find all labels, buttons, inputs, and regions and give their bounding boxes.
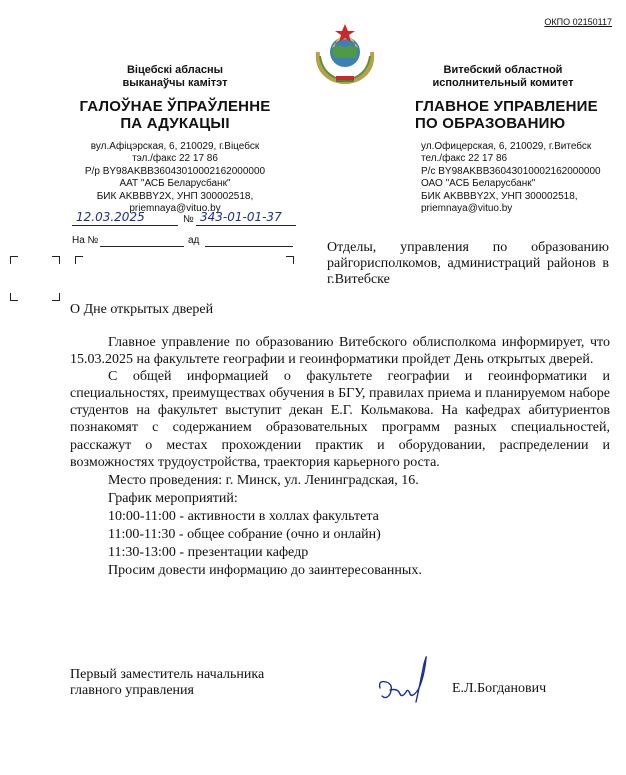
corner-mark [10, 293, 18, 301]
schedule-item: 10:00-11:00 - активности в холлах факультета [108, 508, 379, 524]
org-name-line2: выканаўчы камітэт [122, 77, 228, 89]
state-emblem-icon [312, 22, 378, 84]
registration-number: 343-01-01-37 [200, 210, 282, 224]
org-title-line1: ГАЛОЎНАЕ ЎПРАЎЛЕННЕ [79, 98, 271, 115]
bank-codes: БИК AKBBBY2X, УНП 300002518, [421, 190, 578, 202]
number-sign: № [183, 214, 194, 225]
corner-mark [75, 256, 83, 264]
email: priemnaya@vituo.by [129, 203, 221, 215]
letter-subject: О Дне открытых дверей [70, 302, 214, 317]
phone: тэл./факс 22 17 86 [132, 153, 218, 165]
handwritten-signature-icon [372, 650, 434, 710]
signatory-name: Е.Л.Богданович [452, 681, 547, 696]
ref-number-line [100, 246, 184, 247]
paragraph: Главное управление по образованию Витебского облисполкома информирует, что 15.03.2025 на факультете географии и геоинформатики пройдет День открытых дверей. [70, 335, 610, 368]
ref-number-label: На № [72, 235, 99, 246]
schedule-item: 11:00-11:30 - общее собрание (очно и онлайн) [108, 527, 381, 543]
corner-mark [52, 256, 60, 264]
corner-mark [52, 293, 60, 301]
org-title-line2: ПО ОБРАЗОВАНИЮ [415, 115, 566, 132]
bank-name: ОАО "АСБ Беларусбанк" [421, 178, 536, 190]
letter-body [70, 334, 610, 579]
number-line [196, 225, 296, 226]
header-left [65, 64, 285, 215]
paragraph: Место проведения: г. Минск, ул. Ленинградская, 16. [108, 472, 419, 488]
bank-name: ААТ "АСБ Беларусбанк" [119, 178, 231, 190]
corner-mark [286, 256, 294, 264]
org-title-line2: ПА АДУКАЦЫІ [120, 115, 230, 132]
ref-date-line [205, 246, 293, 247]
phone: тел./факс 22 17 86 [421, 153, 508, 165]
paragraph: С общей информацией о факультете географии и геоинформатики и специальностях, преимуществах обучения в БГУ, правилах приема и планируемом наборе студентов на факультет выступит декан Е.Г. Кольмакова. На кафедрах абитуриентов познакомят с содержанием образовательных программ разных специальностей, расскажут о местах прохождении практик и оборудовании, распределении и возможностях трудоустройства, траектория карьерного роста. [70, 369, 610, 470]
closing-line: Просим довести информацию до заинтересованных. [108, 563, 422, 579]
schedule-item: 11:30-13:00 - презентации кафедр [108, 545, 309, 561]
date-line [72, 225, 178, 226]
okpo-code: ОКПО 02150117 [544, 17, 612, 27]
ref-date-label: ад [188, 235, 200, 246]
bank-account: Р/р BY98AKBB36043010002162000000 [84, 165, 266, 177]
corner-mark [10, 256, 18, 264]
org-title-line1: ГЛАВНОЕ УПРАВЛЕНИЕ [415, 98, 598, 115]
org-name-line1: Витебский областной [443, 64, 563, 76]
signatory-title-line2: главного управления [70, 683, 194, 698]
address: вул.Афіцэрская, 6, 210029, г.Віцебск [90, 141, 260, 152]
org-name-line1: Віцебскі абласны [126, 64, 224, 76]
signatory-title [70, 667, 264, 699]
address: ул.Офицерская, 6, 210029, г.Витебск [421, 141, 592, 152]
paragraph: График мероприятий: [108, 490, 238, 506]
email: priemnaya@vituo.by [421, 203, 513, 215]
org-contacts [403, 141, 603, 215]
addressee: Отделы, управления по образованию райгорисполкомов, администраций районов в г.Витебске [327, 240, 609, 287]
header-right [403, 64, 603, 215]
registration-date: 12.03.2025 [76, 210, 145, 224]
org-contacts [65, 141, 285, 215]
org-name-line2: исполнительный комитет [432, 77, 574, 89]
signatory-title-line1: Первый заместитель начальника [70, 667, 265, 682]
bank-account: Р/с BY98AKBB36043010002162000000 [421, 165, 601, 177]
bank-codes: БИК AKBBBY2X, УНП 300002518, [96, 190, 254, 202]
